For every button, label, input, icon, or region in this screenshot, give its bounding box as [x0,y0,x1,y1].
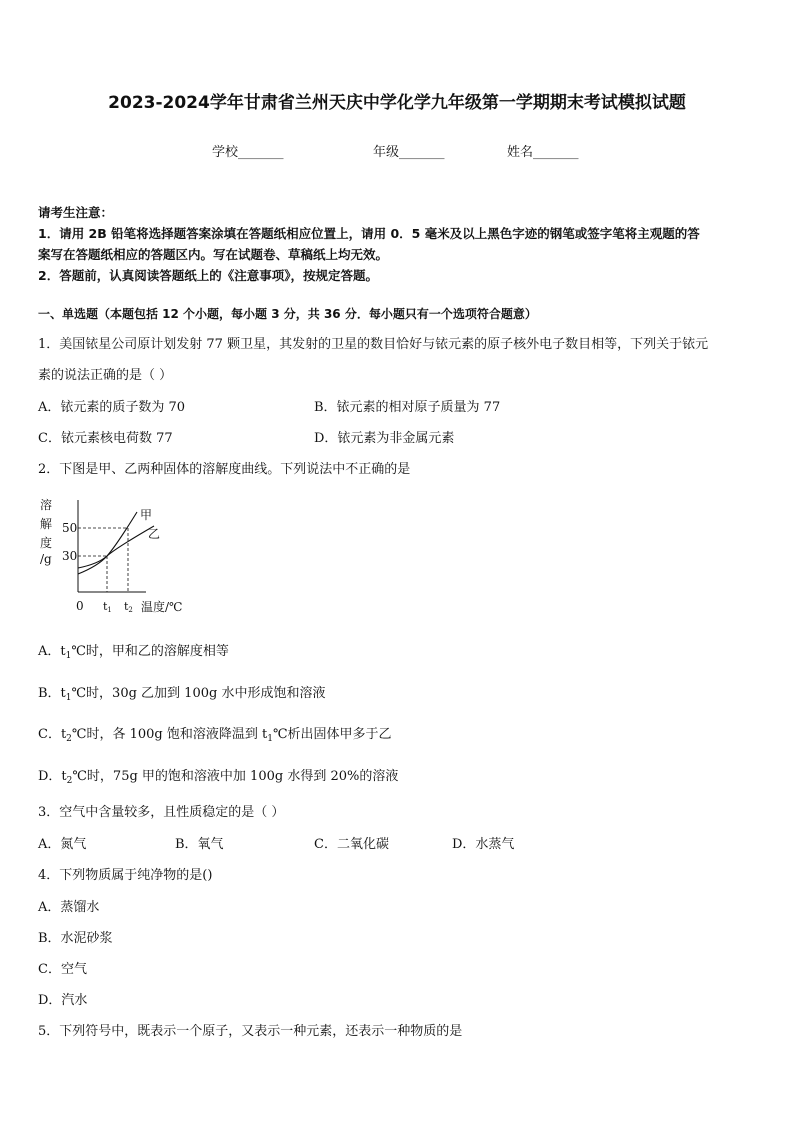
grade-field: 年级_______ [373,145,445,160]
y-tick-50: 50 [62,521,78,535]
x-tick-t1: t1 [103,600,112,614]
section-heading: 一、单选题（本题包括 12 个小题，每小题 3 分，共 36 分．每小题只有一个选项符合题意） [38,307,537,321]
q4-stem: 4．下列物质属于纯净物的是() [38,868,213,883]
y-tick-30: 30 [62,549,78,563]
q3-option-a: A．氮气 [38,837,87,852]
q3-option-d: D．水蒸气 [452,837,515,852]
solubility-chart [36,492,196,620]
notice-line-1a: 1．请用 2B 铅笔将选择题答案涂填在答题纸相应位置上，请用 0．5 毫米及以上黑色字迹的钢笔或签字笔将主观题的答 [38,226,700,241]
q1-stem-b: 素的说法正确的是（ ） [38,368,173,383]
notice-line-1b: 案写在答题纸相应的答题区内。写在试题卷、草稿纸上均无效。 [38,247,389,262]
q2-b-sub: 1 [65,693,72,703]
y-label-char-2: 解 [40,517,53,531]
y-label-char-4: /g [40,552,52,566]
q2-a-sub: 1 [65,651,72,661]
q4-option-d: D．汽水 [38,993,88,1008]
origin-label: 0 [76,599,84,613]
q1-stem-a: 1．美国铱星公司原计划发射 77 颗卫星，其发射的卫星的数目恰好与铱元素的原子核外电子数目相等，下列关于铱元 [38,337,709,352]
notice-heading: 请考生注意： [38,205,114,220]
page-title: 2023-2024学年甘肃省兰州天庆中学化学九年级第一学期期末考试模拟试题 [108,93,686,113]
series-label-jia: 甲 [140,508,153,522]
q2-stem: 2．下图是甲、乙两种固体的溶解度曲线。下列说法中不正确的是 [38,462,411,477]
q2-option-a [38,640,229,661]
q2-b-post: ℃时，30g 乙加到 100g 水中形成饱和溶液 [71,686,326,701]
q2-a-pre: A．t [38,644,66,659]
q4-option-c: C．空气 [38,962,87,977]
q2-b-pre: B．t [38,686,66,701]
x-tick-t2: t2 [124,600,133,614]
name-field: 姓名_______ [507,145,579,160]
q2-a-post: ℃时，甲和乙的溶解度相等 [71,644,229,659]
q2-c-mid: ℃时，各 100g 饱和溶液降温到 t [71,727,268,742]
q2-c-post: ℃析出固体甲多于乙 [272,727,392,742]
q1-option-c: C．铱元素核电荷数 77 [38,431,173,446]
x-axis-label: 温度/℃ [141,600,183,614]
q2-d-pre: D．t [38,769,67,784]
curve-yi [78,526,154,568]
q2-option-b [38,682,325,703]
q1-option-a: A．铱元素的质子数为 70 [38,400,186,415]
q2-c-sub2: 1 [267,734,273,744]
q2-c-sub: 2 [66,734,72,744]
q2-option-d [38,765,398,786]
q1-option-d: D．铱元素为非金属元素 [314,431,455,446]
q3-option-c: C．二氧化碳 [314,837,389,852]
q2-option-c [38,723,392,744]
q5-stem: 5．下列符号中，既表示一个原子，又表示一种元素，还表示一种物质的是 [38,1024,463,1039]
series-label-yi: 乙 [148,527,161,541]
q2-d-sub: 2 [66,776,73,786]
y-label-char-1: 溶 [40,498,53,512]
school-field: 学校_______ [212,145,284,160]
q1-option-b: B．铱元素的相对原子质量为 77 [314,400,501,415]
q3-option-b: B．氧气 [175,837,224,852]
q2-d-post: ℃时，75g 甲的饱和溶液中加 100g 水得到 20%的溶液 [72,769,399,784]
q4-option-b: B．水泥砂浆 [38,931,113,946]
y-label-char-3: 度 [40,536,53,550]
q2-c-pre: C．t [38,727,67,742]
q3-stem: 3．空气中含量较多，且性质稳定的是（ ） [38,805,285,820]
q4-option-a: A．蒸馏水 [38,900,100,915]
notice-line-2: 2．答题前，认真阅读答题纸上的《注意事项》，按规定答题。 [38,268,378,283]
